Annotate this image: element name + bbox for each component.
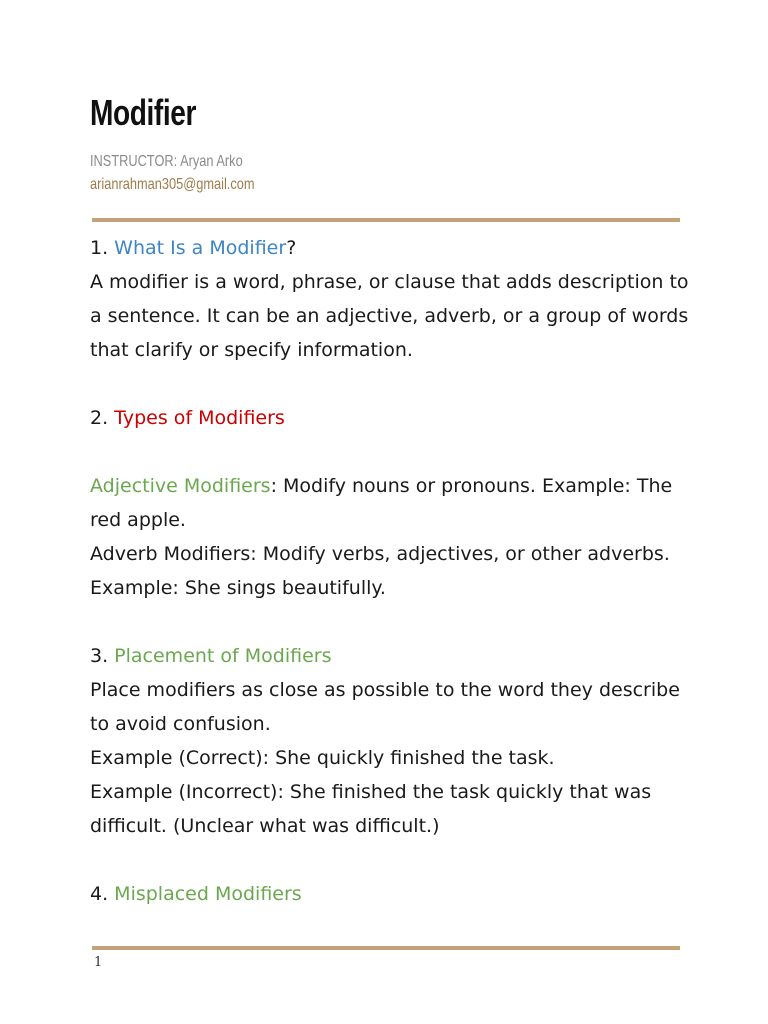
- spacer: [90, 367, 690, 401]
- spacer: [90, 605, 690, 639]
- paragraph-line: A modifier is a word, phrase, or clause that adds description to: [90, 271, 689, 293]
- paragraph-line: that clarify or specify information.: [90, 339, 413, 361]
- paragraph-line: Example: She sings beautifully.: [90, 577, 386, 599]
- paragraph-line: a sentence. It can be an adjective, adverb, or a group of words: [90, 305, 689, 327]
- section-1-suffix: ?: [286, 237, 297, 259]
- footer-divider: [92, 946, 680, 950]
- section-4-title: Misplaced Modifiers: [114, 883, 302, 905]
- paragraph-line: red apple.: [90, 509, 186, 531]
- header-divider: [92, 218, 680, 222]
- page-number: 1: [94, 955, 103, 970]
- instructor-email[interactable]: arianrahman305@gmail.com: [90, 176, 255, 193]
- section-number: 4.: [90, 883, 115, 905]
- section-number: 1.: [90, 237, 115, 259]
- paragraph-line: to avoid confusion.: [90, 713, 271, 735]
- section-number: 2.: [90, 407, 115, 429]
- section-3-title: Placement of Modifiers: [114, 645, 332, 667]
- document-title: Modifier: [90, 92, 197, 133]
- section-1-heading: [90, 231, 690, 265]
- document-body: [90, 231, 690, 911]
- paragraph-line: Example (Correct): She quickly finished the task.: [90, 747, 555, 769]
- spacer: [90, 435, 690, 469]
- spacer: [90, 843, 690, 877]
- adjective-modifiers-line: [90, 469, 690, 503]
- paragraph-line: difficult. (Unclear what was difficult.): [90, 815, 440, 837]
- adjective-modifiers-label: Adjective Modifiers: [90, 475, 271, 497]
- paragraph-line: Place modifiers as close as possible to the word they describe: [90, 679, 680, 701]
- section-3-heading: [90, 639, 690, 673]
- instructor-line: INSTRUCTOR: Aryan Arko: [90, 153, 243, 170]
- paragraph-line: Adverb Modifiers: Modify verbs, adjectives, or other adverbs.: [90, 543, 670, 565]
- section-number: 3.: [90, 645, 115, 667]
- paragraph-line: Example (Incorrect): She finished the task quickly that was: [90, 781, 652, 803]
- section-4-heading: [90, 877, 690, 911]
- section-1-link[interactable]: What Is a Modifier: [114, 237, 287, 259]
- section-2-title: Types of Modifiers: [114, 407, 285, 429]
- adjective-modifiers-text: : Modify nouns or pronouns. Example: The: [270, 475, 673, 497]
- section-2-heading: [90, 401, 690, 435]
